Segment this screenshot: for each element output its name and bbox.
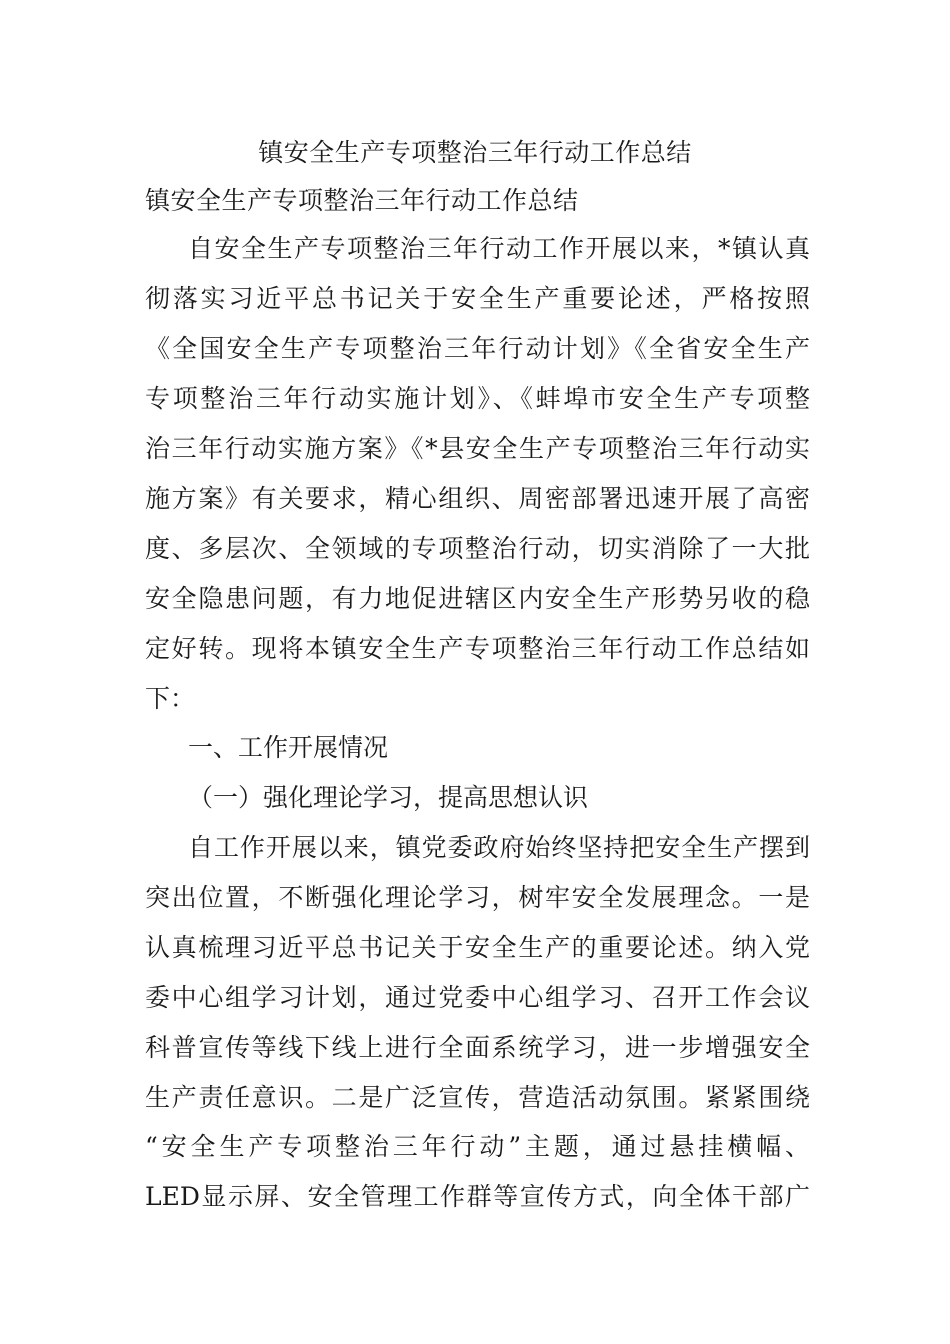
paragraph-line: 自安全生产专项整治三年行动工作开展以来，*镇认真 — [188, 234, 810, 263]
paragraph-line: 专项整治三年行动实施计划》、《蚌埠市安全生产专项整 — [145, 384, 810, 413]
paragraph-line: 安全隐患问题，有力地促进辖区内安全生产形势另收的稳 — [145, 584, 810, 613]
paragraph-line: 彻落实习近平总书记关于安全生产重要论述，严格按照 — [145, 284, 810, 313]
paragraph-line: 治三年行动实施方案》《*县安全生产专项整治三年行动实 — [145, 434, 810, 463]
paragraph-line: “安全生产专项整治三年行动”主题，通过悬挂横幅、 — [145, 1132, 810, 1161]
paragraph-line: 施方案》有关要求，精心组织、周密部署迅速开展了高密 — [145, 484, 810, 513]
paragraph-line: 下： — [145, 684, 196, 713]
paragraph-line: 生产责任意识。二是广泛宣传，营造活动氛围。紧紧围绕 — [145, 1083, 810, 1112]
section-heading: 一、工作开展情况 — [188, 733, 389, 762]
document-title: 镇安全生产专项整治三年行动工作总结 — [258, 138, 692, 167]
subsection-heading: （一）强化理论学习，提高思想认识 — [188, 783, 589, 812]
paragraph-line: 《全国安全生产专项整治三年行动计划》《全省安全生产 — [145, 334, 810, 363]
document-subtitle: 镇安全生产专项整治三年行动工作总结 — [145, 186, 579, 215]
paragraph-line: 科普宣传等线下线上进行全面系统学习，进一步增强安全 — [145, 1033, 810, 1062]
paragraph-line: LED显示屏、安全管理工作群等宣传方式，向全体干部广 — [145, 1182, 810, 1211]
paragraph-line: 度、多层次、全领域的专项整治行动，切实消除了一大批 — [145, 534, 810, 563]
paragraph-line: 委中心组学习计划，通过党委中心组学习、召开工作会议 — [145, 983, 810, 1012]
paragraph-line: 自工作开展以来，镇党委政府始终坚持把安全生产摆到 — [188, 833, 810, 862]
paragraph-line: 突出位置，不断强化理论学习，树牢安全发展理念。一是 — [145, 883, 810, 912]
paragraph-line: 认真梳理习近平总书记关于安全生产的重要论述。纳入党 — [145, 933, 810, 962]
paragraph-line: 定好转。现将本镇安全生产专项整治三年行动工作总结如 — [145, 634, 810, 663]
